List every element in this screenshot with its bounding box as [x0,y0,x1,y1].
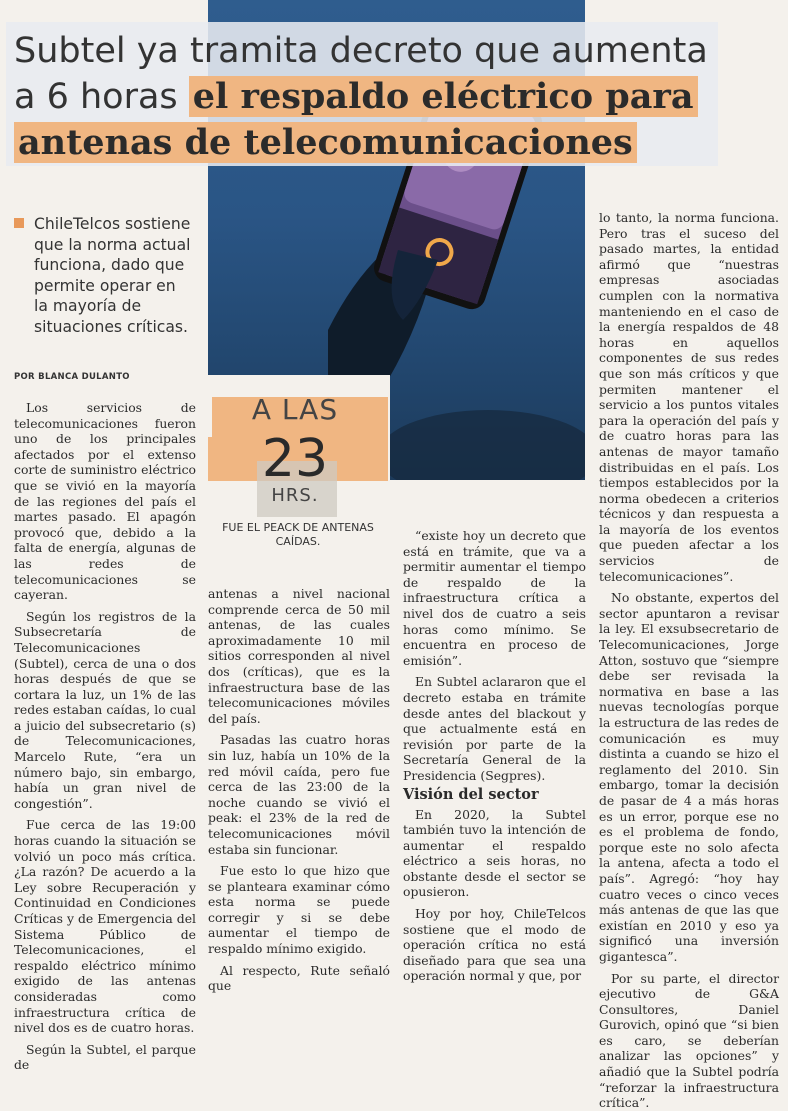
highlight-unit: HRS. [271,485,319,506]
paragraph: En 2020, la Subtel también tuvo la intención de aumentar el respaldo eléctrico a seis horas, no obstante desde el sector se opusieron. [403,806,586,900]
bullet-square-icon [14,218,24,228]
column-1 [14,400,196,1073]
lead-text: ChileTelcos sostiene que la norma actual funciona, dado que permite operar en la mayoría de situaciones críticas. [34,215,191,336]
section-subhead: Visión del sector [403,785,539,803]
paragraph: Al respecto, Rute señaló que [208,962,390,994]
paragraph: “existe hoy un decreto que está en trámite, que va a permitir aumentar el tiempo de respaldo de la infraestructura crítica a nivel dos de cuatro a seis horas como mínimo. Se encuentra en proceso de emisión”. [403,528,586,668]
lead-summary [14,214,194,337]
paragraph: Según los registros de la Subsecretaría de Telecomunicaciones (Subtel), cerca de una o dos horas después de que se cortara la luz, un 1% de las redes estaban caídas, lo cual a juicio del subsecretario (s) de Telecomunicaciones, Marcelo Rute, “era un número bajo, sin embargo, había un gran nivel de congestión”. [14,608,196,811]
column-4 [599,210,779,1111]
highlight-prefix: A LAS [251,393,339,426]
paragraph: No obstante, expertos del sector apuntaron a revisar la ley. El exsubsecretario de Telecomunicaciones, Jorge Atton, sostuvo que “siempre debe ser revisada la normativa en base a las nuevas tecnologías porque la estructura de las redes de comunicación es muy distinta a cuando se hizo el reglamento del 2010. Sin embargo, tomar la decisión de pasar de 4 a más horas es un error, porque ese no es el problema de fondo, porque este no solo afecta la antena, afecta a todo el país”. Agregó: “hoy hay cuatro veces o cinco veces más antenas de que las que existían en 2010 y eso ya significó una inversión gigantesca”. [599,590,779,964]
paragraph: Hoy por hoy, ChileTelcos sostiene que el modo de operación crítica no está diseñado para que sea una operación normal y que, por [403,906,586,984]
paragraph: Pasadas las cuatro horas sin luz, había un 10% de la red móvil caída, pero fue cerca de las 23:00 de la noche cuando se vivió el peak: el 23% de la red de telecomunicaciones móvil estaba sin funcionar. [208,732,390,857]
paragraph: Fue cerca de las 19:00 horas cuando la situación se volvió un poco más crítica. ¿La razón? De acuerdo a la Ley sobre Recuperación y Continuidad en Condiciones Críticas y de Emergencia del Sistema Público de Telecomunicaciones, el respaldo eléctrico mínimo exigido de las antenas consideradas como infraestructura crítica de nivel dos es de cuatro horas. [14,817,196,1036]
column-3 [403,528,586,984]
paragraph: lo tanto, la norma funciona. Pero tras el suceso del pasado martes, la entidad afirmó que “nuestras empresas asociadas cumplen con la normativa manteniendo en el caso de la energía respaldos de 48 horas en aquellos componentes de sus redes que son más críticos y que permiten mantener el servicio a los puntos vitales para la operación del país y de cuatro horas para las antenas de mayor tamaño distribuidas en el país. Los tiempos establecidos por la norma obedecen a criterios técnicos y dan respuesta a la mayoría de los eventos que pueden afectar a los servicios de telecomunicaciones”. [599,210,779,584]
headline [14,28,714,166]
paragraph: antenas a nivel nacional comprende cerca de 50 mil antenas, de las cuales aproximadamente 10 mil sitios corresponden al nivel dos (críticas), que es la infraestructura base de las telecomunicaciones móviles del país. [208,586,390,726]
headline-light: Subtel ya tramita decreto que aumenta a 6 horas [14,31,708,117]
highlight-number: 23 [261,429,329,489]
paragraph: Fue esto lo que hizo que se planteara examinar cómo esta norma se puede corregir y si se debe aumentar el tiempo de respaldo mínimo exigido. [208,863,390,957]
column-2 [208,586,390,994]
paragraph: Según la Subtel, el parque de [14,1041,196,1073]
paragraph: Los servicios de telecomunicaciones fueron uno de los principales afectados por el extenso corte de suministro eléctrico que se vivió en la mayoría de las regiones del país el martes pasado. El apagón provocó que, debido a la falta de energía, algunas de las redes de telecomunicaciones se cayeran. [14,400,196,603]
highlight-box [200,375,390,575]
paragraph: En Subtel aclararon que el decreto estaba en trámite desde antes del blackout y que actualmente está en revisión por parte de la Secretaría General de la Presidencia (Segpres). [403,674,586,783]
highlight-caption: FUE EL PEACK DE ANTENAS CAÍDAS. [222,521,374,548]
byline: POR BLANCA DULANTO [14,372,130,382]
headline-bold: el respaldo eléctrico para antenas de telecomunicaciones [14,76,698,163]
paragraph: Por su parte, el director ejecutivo de G&A Consultores, Daniel Gurovich, opinó que “si bien es caro, se deberían analizar las opciones” y añadió que la Subtel podría “reforzar la infraestructura crítica”. [599,970,779,1111]
